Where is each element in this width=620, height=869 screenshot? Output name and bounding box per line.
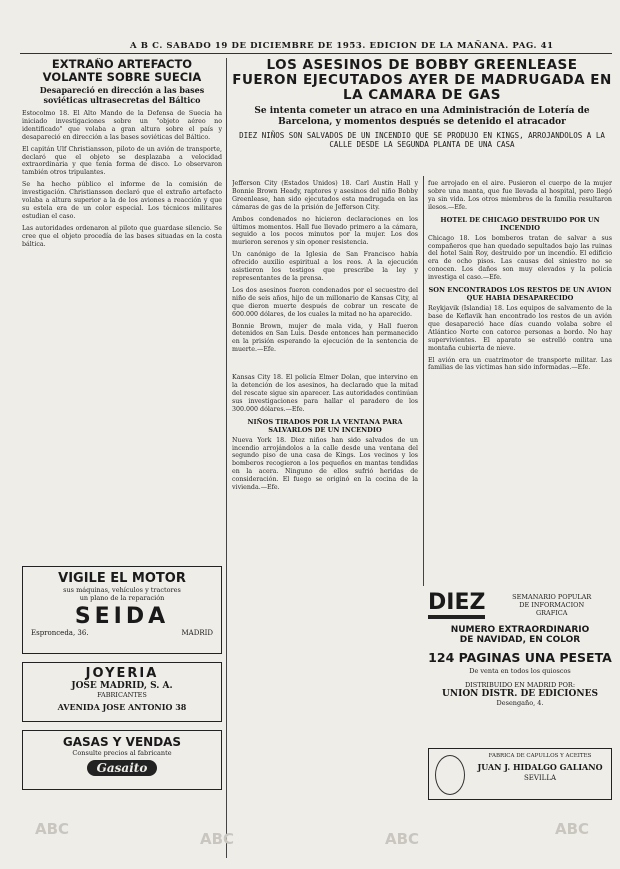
col-a-paragraph: Bonnie Brown, mujer de mala vida, y Hall fueron detenidos en San Luis. Desde entonces han permanecido en la prisión esperando la ejecución de la sentencia de muerte.—Efe. bbox=[232, 322, 418, 354]
col-b-paragraph: El avión era un cuatrimotor de transporte militar. Las familias de las víctimas han sido informadas.—Efe. bbox=[428, 356, 612, 372]
ad-diez-dist: Desengaño, 4. bbox=[496, 699, 544, 707]
main-subhead: Se intenta cometer un atraco en una Administración de Lotería de Barcelona, y momentos después se detenido el atracador bbox=[254, 106, 590, 127]
ad-diez-logo: DIEZ bbox=[428, 590, 485, 619]
ad-diez-line: SEMANARIO POPULAR bbox=[512, 592, 592, 601]
col-a-subhead: NIÑOS TIRADOS POR LA VENTANA PARA SALVARLOS DE UN INCENDIO bbox=[247, 417, 403, 434]
ad-hidalgo-name: JUAN J. HIDALGO GALIANO bbox=[477, 762, 603, 772]
watermark: ABC bbox=[555, 820, 590, 838]
ad-motor-line: un plano de la reparación bbox=[79, 594, 165, 602]
main-headline-2: FUERON EJECUTADOS AYER DE MADRUGADA EN LA CAMARA DE GAS bbox=[232, 72, 612, 103]
column-a bbox=[232, 180, 418, 858]
ad-gasas-title: GASAS Y VENDAS bbox=[62, 735, 182, 749]
main-headline: LOS ASESINOS DE BOBBY GREENLEASE bbox=[266, 58, 578, 73]
col-b-paragraph: Reykjavik (Islandia) 18. Los equipos de salvamento de la base de Keflavik han encontrado los restos de un avión que desapareció hace días cuando volaba sobre el Atlántico Norte con catorce personas a bordo. No hay supervivientes. El aparato se estrelló contra una montaña cubierta de nieve. bbox=[428, 305, 612, 352]
left-subhead: Desapareció en dirección a las bases soviéticas ultrasecretas del Báltico bbox=[39, 85, 205, 105]
ad-motor-title: VIGILE EL MOTOR bbox=[58, 571, 186, 586]
ad-gasas-line: Consulte precios al fabricante bbox=[72, 749, 172, 757]
column-divider bbox=[423, 176, 424, 586]
ad-joyeria bbox=[22, 662, 222, 722]
ad-diez-title: DE NAVIDAD, EN COLOR bbox=[459, 635, 581, 645]
col-a-paragraph: Los dos asesinos fueron condenados por el secuestro del niño de seis años, hijo de un millonario de Kansas City, al que dieron muerte después de cobrar un rescate de 600.000 dólares, de los cuales la mitad no ha aparecido. bbox=[232, 286, 418, 318]
page-header: A B C. SABADO 19 DE DICIEMBRE DE 1953. EDICION DE LA MAÑANA. PAG. 41 bbox=[130, 41, 554, 51]
left-paragraph: El capitán Ulf Christiansson, piloto de un avión de transporte, declaró que el objeto se desplazaba a velocidad extraordinaria y que tenía forma de disco. Lo observaron también otros tripulantes. bbox=[22, 145, 222, 177]
left-column bbox=[22, 58, 222, 488]
col-a-paragraph: Ambos condenados no hicieron declaraciones en los últimos momentos. Hall fue llevado primero a la cámara, seguido a los pocos minutos por la mujer. Los dos murieron serenos y sin oponer resistencia. bbox=[232, 215, 418, 247]
main-subhead-2: DIEZ NIÑOS SON SALVADOS DE UN INCENDIO QUE SE PRODUJO EN KINGS, ARROJANDOLOS A LA CALLE DESDE LA SEGUNDA PLANTA DE UNA CASA bbox=[239, 131, 605, 149]
col-a-paragraph: Un canónigo de la Iglesia de San Francisco había ofrecido auxilio espiritual a los reos. A la ejecución asistieron los testigos que prescribe la ley y representantes de la prensa. bbox=[232, 251, 418, 282]
ad-joyeria-title: JOYERIA bbox=[85, 666, 159, 681]
ad-seida-address: Espronceda, 36. bbox=[31, 629, 89, 637]
ad-motor-line: sus máquinas, vehículos y tractores bbox=[63, 586, 181, 594]
ad-hidalgo-city: SEVILLA bbox=[523, 774, 557, 782]
ad-gasas-brand: Gasaito bbox=[87, 760, 158, 776]
column-divider bbox=[226, 58, 227, 858]
ad-diez bbox=[428, 590, 612, 740]
col-b-paragraph: fue arrojado en el aire. Pusieron el cuerpo de la mujer sobre una manta, que fue llevada al hospital, pero llegó ya sin vida. Los otros miembros de la familia resultaron ilesos.—Efe. bbox=[428, 180, 612, 211]
ad-joyeria-company: JOSE MADRID, S. A. bbox=[71, 681, 173, 691]
header-rule bbox=[20, 53, 612, 54]
ad-joyeria-line: FABRICANTES bbox=[97, 691, 147, 699]
col-b-paragraph: Chicago 18. Los bomberos tratan de salvar a sus compañeros que han quedado sepultados bajo las ruinas del hotel Sain Roy, destruido por un incendio. El edificio era de ocho pisos. Las causas del siniestro no se conocen. Los daños son muy elevados y la policía investiga el caso.—Efe. bbox=[428, 234, 612, 282]
olive-jar-icon bbox=[435, 755, 465, 795]
watermark: ABC bbox=[385, 830, 420, 848]
ad-diez-dist: DISTRIBUIDO EN MADRID POR: bbox=[464, 681, 576, 689]
ad-diez-title: NUMERO EXTRAORDINARIO bbox=[450, 625, 590, 635]
column-b bbox=[428, 180, 612, 580]
main-headline-block bbox=[232, 58, 612, 178]
ad-diez-line: GRAFICA bbox=[535, 608, 568, 617]
col-b-subhead: HOTEL DE CHICAGO DESTRUIDO POR UN INCENDIO bbox=[440, 215, 600, 232]
left-paragraph: Se ha hecho público el informe de la comisión de investigación. Christiansson declaró que el extraño artefacto volaba a altura superior a la de los aviones a reacción y que su estela era de un color especial. Los técnicos militares estudian el caso. bbox=[22, 181, 222, 220]
ad-hidalgo bbox=[428, 748, 612, 800]
ad-seida-city: MADRID bbox=[181, 629, 213, 637]
col-a-paragraph: Jefferson City (Estados Unidos) 18. Carl Austin Hall y Bonnie Brown Heady, raptores y asesinos del niño Bobby Greenlease, han sido ejecutados esta madrugada en las cámaras de gas de la prisión de Jefferson City. bbox=[232, 180, 418, 211]
watermark: ABC bbox=[200, 830, 235, 848]
ad-motor-seida bbox=[22, 566, 222, 654]
col-b-subhead: SON ENCONTRADOS LOS RESTOS DE UN AVION QUE HABIA DESAPARECIDO bbox=[428, 286, 612, 303]
ad-seida-name: SEIDA bbox=[74, 604, 170, 629]
col-a-paragraph: Kansas City 18. El policía Elmer Dolan, que intervino en la detención de los asesinos, ha declarado que la mitad del rescate sigue sin aparecer. Las autoridades continúan sus investigaciones para hallar el paradero de los 300.000 dólares.—Efe. bbox=[232, 374, 418, 413]
left-paragraph: Estocolmo 18. El Alto Mando de la Defensa de Suecia ha iniciado investigaciones sobre un "objeto aéreo no identificado" que volaba a gran altura sobre el país y desapareció en dirección a las bases soviéticas del Báltico. bbox=[22, 110, 222, 141]
ad-hidalgo-line: FABRICA DE CAPULLOS Y ACEITES bbox=[488, 753, 592, 759]
ad-diez-sale: De venta en todos los quioscos bbox=[469, 667, 571, 675]
watermark: ABC bbox=[35, 820, 70, 838]
col-a-paragraph: Nueva York 18. Diez niños han sido salvados de un incendio arrojándolos a la calle desde una ventana del segundo piso de una casa de Kings. Los vecinos y los bomberos recogieron a los pequeños en mantas tendidas en la acera. Ninguno de ellos sufrió heridas de consideración. El fuego se originó en la cocina de la vivienda.—Efe. bbox=[232, 436, 418, 492]
ad-joyeria-address: AVENIDA JOSE ANTONIO 38 bbox=[57, 702, 187, 712]
ad-diez-pages: 124 PAGINAS UNA PESETA bbox=[428, 650, 612, 665]
ad-gasas bbox=[22, 730, 222, 790]
ad-diez-dist: UNION DISTR. DE EDICIONES bbox=[442, 689, 598, 699]
ad-diez-line: DE INFORMACION bbox=[519, 600, 585, 609]
left-headline: EXTRAÑO ARTEFACTO VOLANTE SOBRE SUECIA bbox=[42, 58, 202, 84]
left-paragraph: Las autoridades ordenaron al piloto que guardase silencio. Se cree que el objeto procedía de las bases situadas en la costa báltica. bbox=[22, 224, 222, 248]
